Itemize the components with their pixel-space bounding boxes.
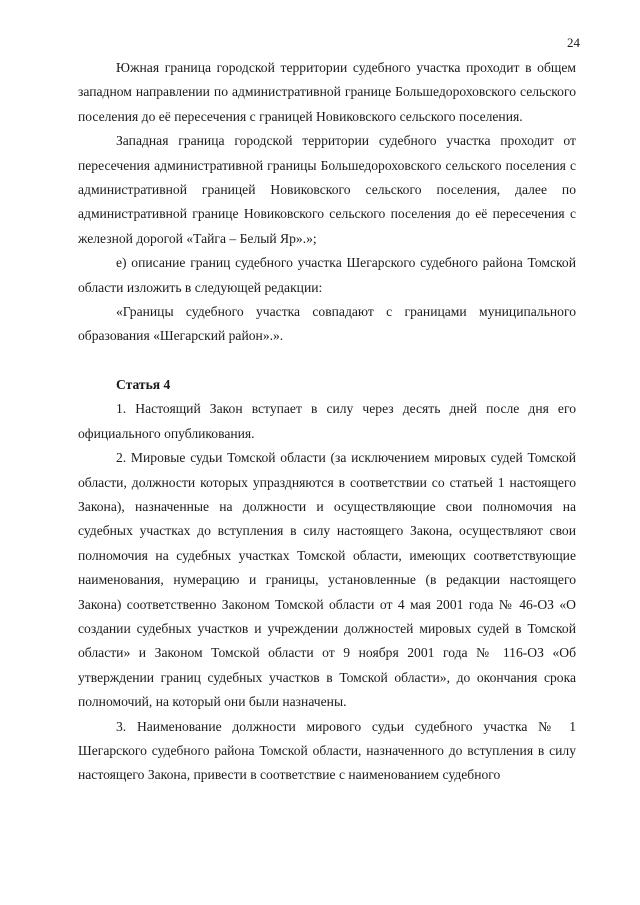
- article-paragraph-3: 3. Наименование должности мирового судьи судебного участка № 1 Шегарского судебного района Томской области, назначенного до вступления в силу настоящего Закона, привести в соответствие с наименованием судебного: [78, 718, 576, 783]
- document-body: [78, 56, 576, 788]
- article-heading: Статья 4: [116, 376, 171, 392]
- article-paragraph-1: 1. Настоящий Закон вступает в силу через десять дней после дня его официального опубликования.: [78, 401, 576, 441]
- page-number: 24: [567, 35, 580, 50]
- paragraph-south-border: Южная граница городской территории судебного участка проходит в общем западном направлении по административной границе Большедороховского сельского поселения до её пересечения с границей Новиковского сельского поселения.: [78, 60, 576, 124]
- article-paragraph-2: 2. Мировые судьи Томской области (за исключением мировых судей Томской области, должности которых упраздняются в соответствии со статьей 1 настоящего Закона), назначенные на должности и осуществляющие свои полномочия на судебных участках до вступления в силу настоящего Закона, осуществляют свои полномочия на судебных участках Томской области, имеющих соответствующие наименования, нумерацию и границы, установленные (в редакции настоящего Закона) соответственно Законом Томской области от 4 мая 2001 года № 46-ОЗ «О создании судебных участков и учреждении должностей мировых судей в Томской области» и Законом Томской области от 9 ноября 2001 года № 116-ОЗ «Об утверждении границ судебных участков в Томской области», до окончания срока полномочий, на который они были назначены.: [78, 450, 576, 710]
- paragraph-west-border: Западная граница городской территории судебного участка проходит от пересечения административной границы Большедороховского сельского поселения с административной границей Новиковского сельского поселения, далее по административной границе Новиковского сельского поселения до её пересечения с железной дорогой «Тайга – Белый Яр».»;: [78, 133, 576, 246]
- paragraph-item-e: е) описание границ судебного участка Шегарского судебного района Томской области изложить в следующей редакции:: [78, 255, 576, 295]
- paragraph-quote-borders: «Границы судебного участка совпадают с границами муниципального образования «Шегарский район».».: [78, 304, 576, 344]
